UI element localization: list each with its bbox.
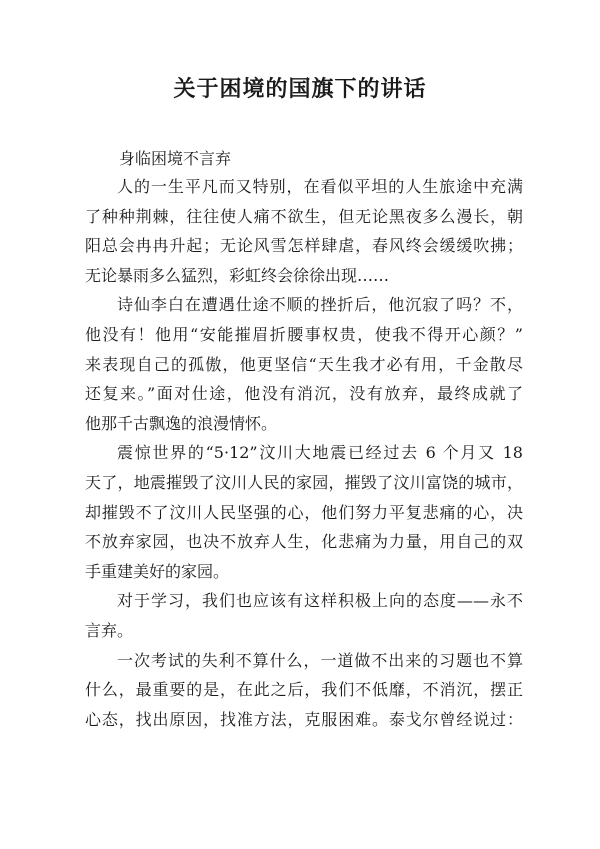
text-line: 他没有！他用“安能摧眉折腰事权贵，使我不得开心颜？” [85, 324, 523, 344]
text-line: 了种种荆棘，往往使人痛不欲生，但无论黑夜多么漫长，朝 [85, 206, 523, 226]
paragraph [85, 290, 523, 438]
text-line: 手重建美好的家园。 [85, 561, 230, 581]
paragraph [85, 646, 523, 735]
text-line: 他那千古飘逸的浪漫情怀。 [85, 413, 278, 433]
text-line: 诗仙李白在遭遇仕途不顺的挫折后，他沉寂了吗？不， [117, 295, 523, 315]
text-line: 还复来。”面对仕途，他没有消沉，没有放弃，最终成就了 [85, 384, 523, 404]
text-line: 什么，最重要的是，在此之后，我们不低靡，不消沉，摆正 [85, 680, 523, 700]
document-subtitle: 身临困境不言弃 [119, 149, 232, 168]
document-body [85, 146, 523, 734]
text-line: 人的一生平凡而又特别，在看似平坦的人生旅途中充满 [117, 177, 523, 196]
text-line: 一次考试的失利不算什么，一道做不出来的习题也不算 [117, 650, 523, 670]
text-line: 来表现自己的孤傲，他更坚信“天生我才必有用，千金散尽 [85, 354, 523, 374]
text-line: 阳总会冉冉升起；无论风雪怎样肆虐，春风终会缓缓吹拂； [85, 236, 523, 256]
text-line: 震惊世界的“5·12”汶川大地震已经过去 6 个月又 18 [117, 443, 523, 463]
text-line: 无论暴雨多么猛烈，彩虹终会徐徐出现…… [85, 265, 390, 285]
paragraph [85, 438, 523, 586]
text-line: 天了，地震摧毁了汶川人民的家园，摧毁了汶川富饶的城市， [85, 472, 523, 492]
text-line: 言弃。 [85, 620, 134, 640]
paragraph [85, 586, 523, 645]
text-line: 却摧毁不了汶川人民坚强的心，他们努力平复悲痛的心，决 [85, 502, 523, 522]
text-line: 对于学习，我们也应该有这样积极上向的态度——永不 [117, 591, 523, 611]
document-title: 关于困境的国旗下的讲话 [173, 76, 427, 102]
paragraph [85, 172, 523, 290]
text-line: 心态，找出原因，找准方法，克服困难。泰戈尔曾经说过： [85, 709, 523, 729]
text-line: 不放弃家园，也决不放弃人生，化悲痛为力量，用自己的双 [85, 532, 523, 552]
